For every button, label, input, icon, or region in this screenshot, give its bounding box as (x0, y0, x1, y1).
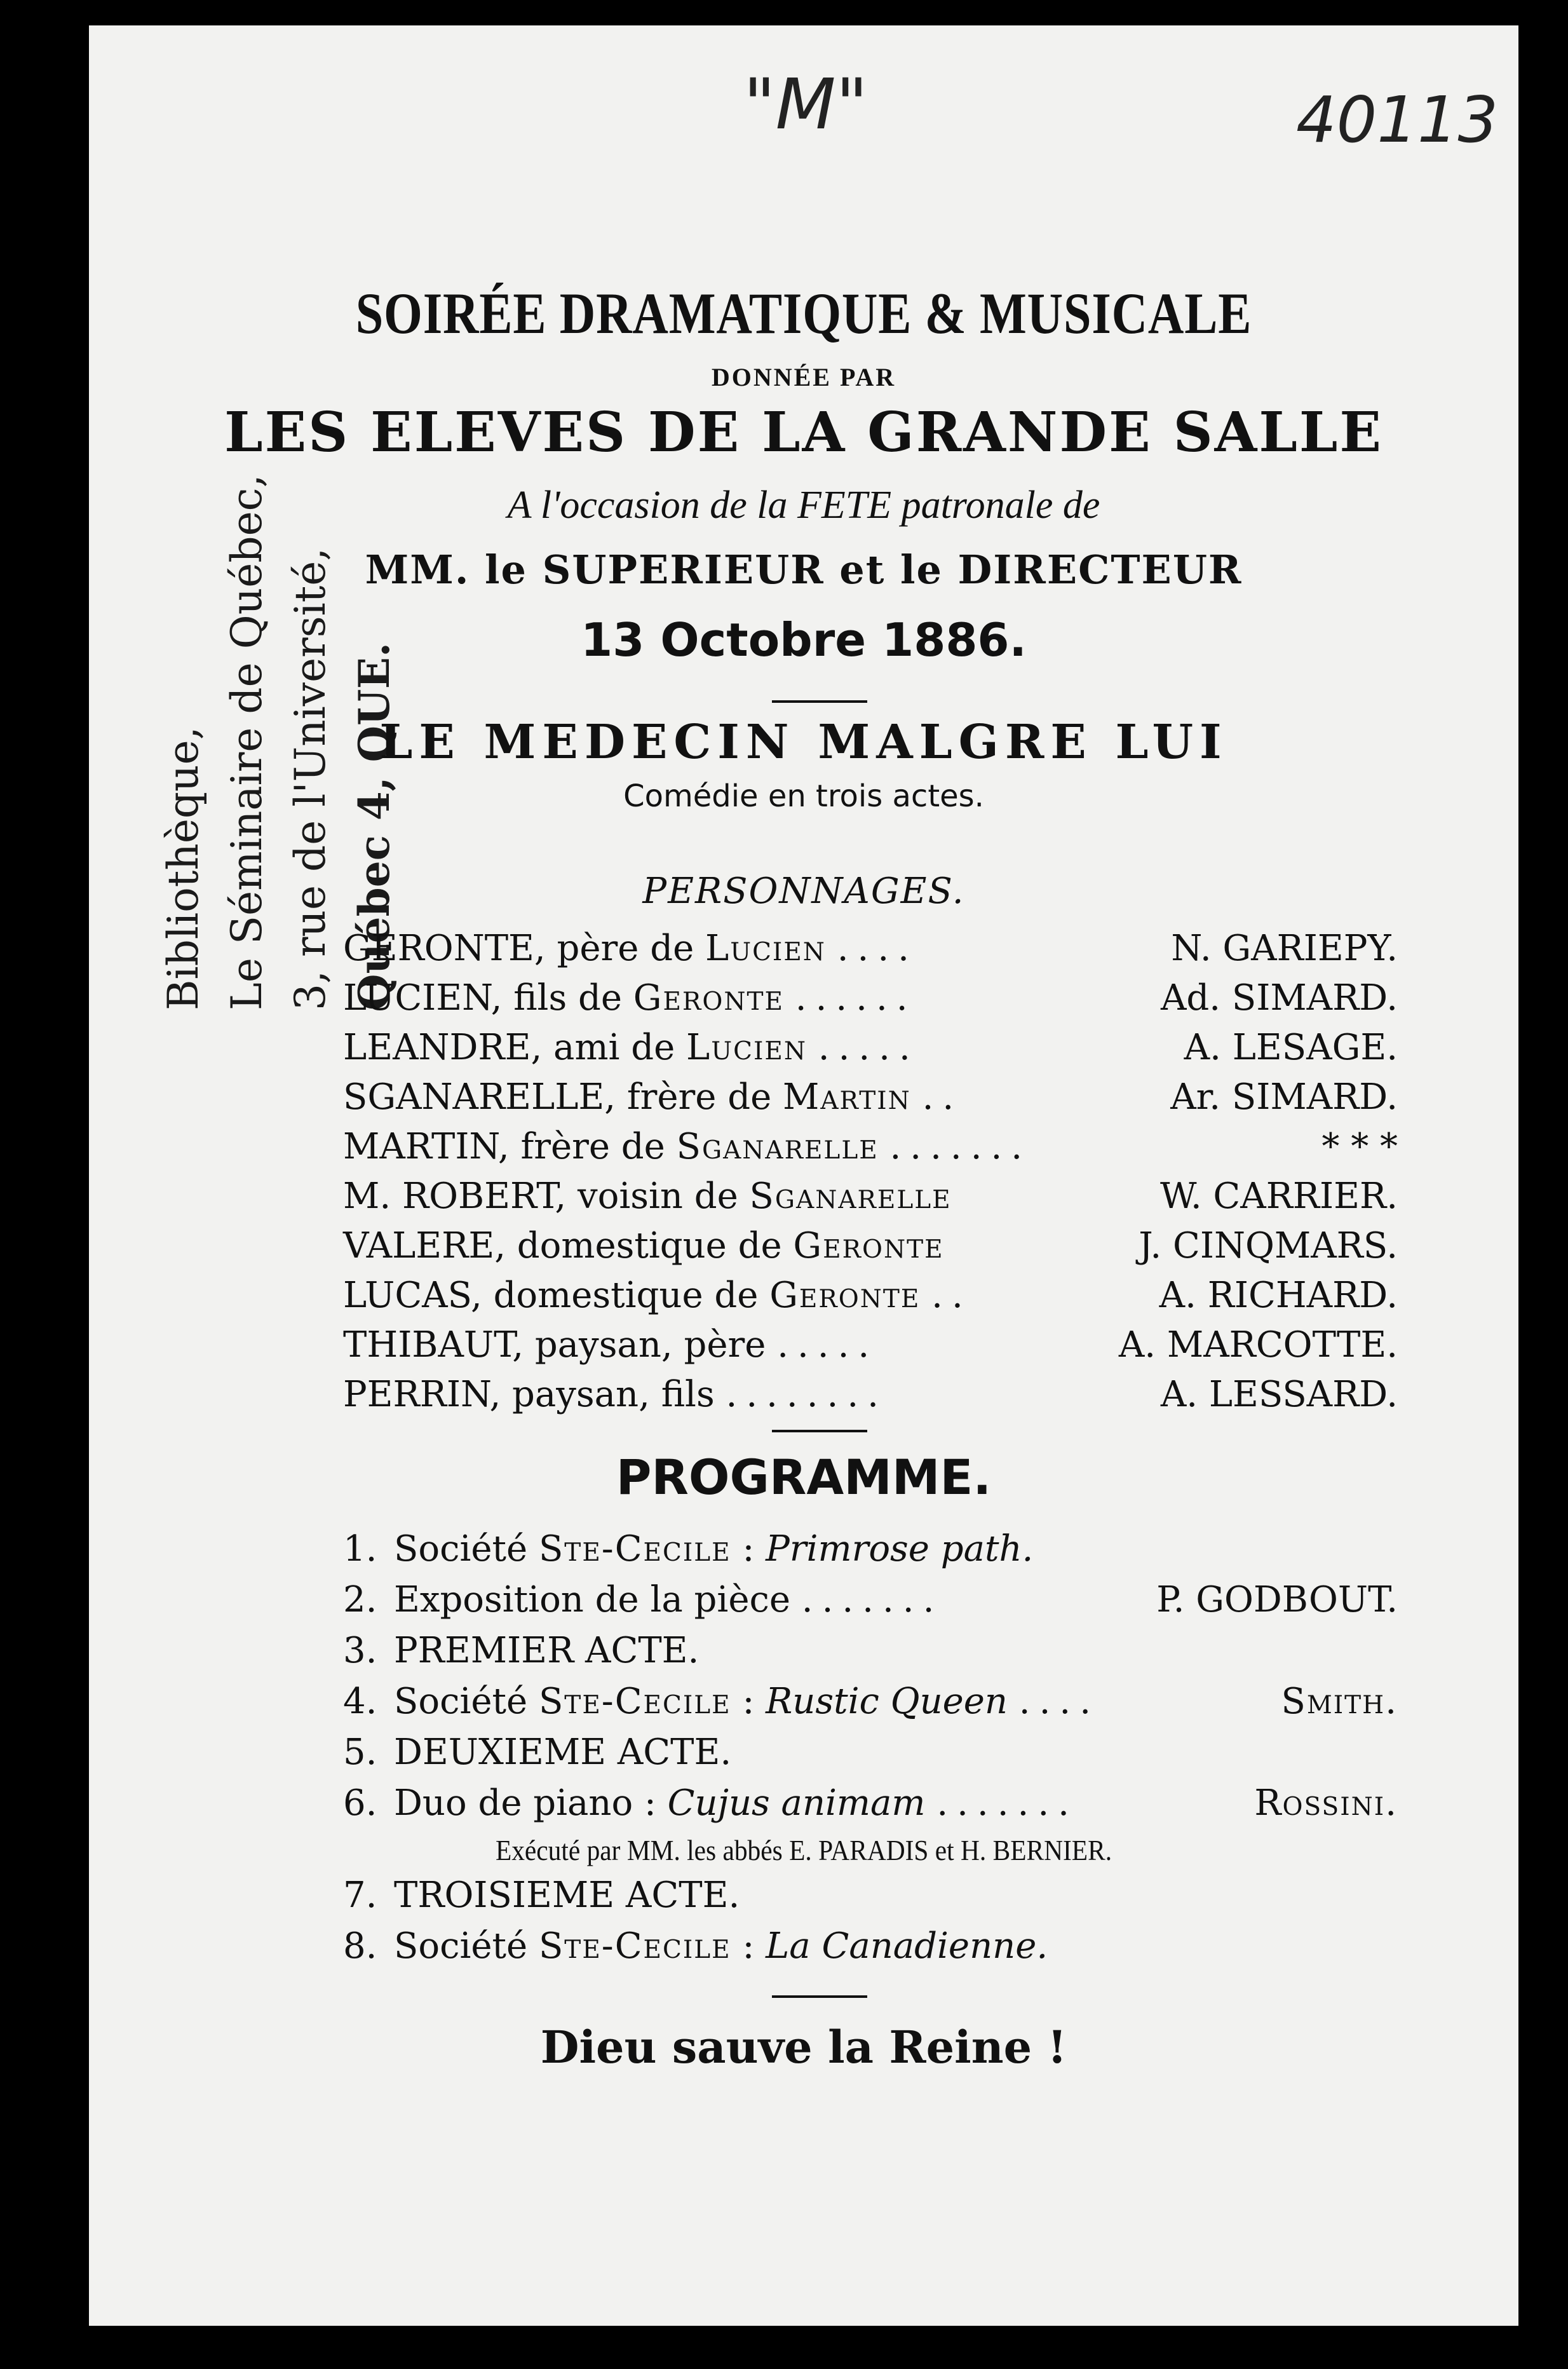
role-relation: Sganarelle (749, 1176, 952, 1217)
item-right: Rossini. (1254, 1782, 1398, 1824)
item-right: P. GODBOUT. (1156, 1579, 1398, 1620)
cast-row (343, 928, 1398, 979)
cast-row (343, 1126, 1398, 1177)
item-text: Société (394, 1528, 539, 1570)
role-description: , fils de (490, 977, 633, 1019)
divider (772, 1995, 867, 1998)
stamp-line-4: Québec 4, QUE. (349, 642, 399, 1010)
programme-item (343, 1579, 1398, 1620)
role-relation: Martin (783, 1076, 911, 1118)
honorees-line: MM. le SUPERIEUR et le DIRECTEUR (365, 546, 1243, 593)
role-name: SGANARELLE (343, 1076, 605, 1118)
role-description: , frère de (497, 1126, 677, 1167)
divider (772, 1430, 867, 1432)
role-name: M. ROBERT (343, 1176, 555, 1217)
handwritten-mark: "M" (743, 64, 868, 145)
item-italic: Rustic Queen (766, 1681, 1008, 1722)
role-relation: Lucien (686, 1027, 807, 1068)
programme-item (343, 1528, 1398, 1570)
stamp-line-2: Le Séminaire de Québec, (222, 474, 271, 1010)
item-number: 8. (343, 1925, 377, 1967)
leader-dots: .... (1018, 1681, 1100, 1722)
item-number: 1. (343, 1528, 377, 1570)
role-relation: Geronte (633, 977, 784, 1019)
item-italic: La Canadienne. (766, 1925, 1048, 1967)
role-name: GERONTE (343, 928, 534, 969)
leader-dots: ..... (818, 1027, 919, 1068)
role-relation: Lucien (705, 928, 826, 969)
item-text: DEUXIEME ACTE. (394, 1732, 732, 1773)
leader-dots: ...... (795, 977, 917, 1019)
item-number: 5. (343, 1732, 377, 1773)
item-italic: Primrose path. (766, 1528, 1034, 1570)
actor-name: A. MARCOTTE. (1118, 1324, 1398, 1366)
cast-row (343, 1225, 1398, 1276)
cast-row (343, 977, 1398, 1028)
actor-name: * * * (1321, 1126, 1398, 1167)
role-description: , ami de (531, 1027, 687, 1068)
role-relation: Sganarelle (676, 1126, 879, 1167)
item-number: 7. (343, 1875, 377, 1916)
closing-line: Dieu sauve la Reine ! (540, 2021, 1067, 2074)
cast-heading: PERSONNAGES. (642, 871, 965, 912)
leader-dots: .. (922, 1076, 963, 1118)
item-number: 2. (343, 1579, 377, 1620)
item-right: Smith. (1281, 1681, 1398, 1722)
role-name: LUCAS (343, 1275, 471, 1316)
item-text: Société (394, 1925, 539, 1967)
stamp-line-1: Bibliothèque, (159, 726, 208, 1010)
item-italic: Cujus animam (667, 1782, 926, 1824)
leader-dots: ....... (936, 1782, 1078, 1824)
actor-name: Ar. SIMARD. (1170, 1076, 1398, 1118)
actor-name: Ad. SIMARD. (1160, 977, 1398, 1019)
role-name: THIBAUT (343, 1324, 513, 1366)
programme-item (343, 1875, 1398, 1916)
cast-row (343, 1027, 1398, 1078)
programme-heading: PROGRAMME. (616, 1449, 992, 1505)
actor-name: A. RICHARD. (1159, 1275, 1398, 1316)
leader-dots: .. (931, 1275, 972, 1316)
programme-item (343, 1630, 1398, 1671)
item-smallcaps: Ste-Cecile (538, 1528, 731, 1570)
item-text: Société (394, 1681, 539, 1722)
actor-name: N. GARIEPY. (1171, 928, 1398, 969)
performers-note: Exécuté par MM. les abbés E. PARADIS et H. BERNIER. (495, 1834, 1112, 1866)
role-name: MARTIN (343, 1126, 498, 1167)
item-separator: : (731, 1528, 766, 1570)
handwritten-number: 40113 (1296, 83, 1499, 157)
item-number: 3. (343, 1630, 377, 1671)
programme-item (343, 1732, 1398, 1773)
item-separator: : (731, 1681, 766, 1722)
occasion-line: A l'occasion de la FETE patronale de (507, 484, 1100, 527)
role-description: , paysan, père (512, 1324, 778, 1366)
role-description: , domestique de (494, 1225, 794, 1266)
role-name: PERRIN (343, 1374, 490, 1415)
item-number: 4. (343, 1681, 377, 1722)
actor-name: A. LESAGE. (1184, 1027, 1398, 1068)
actor-name: W. CARRIER. (1160, 1176, 1398, 1217)
cast-row (343, 1324, 1398, 1375)
given-by: DONNÉE PAR (711, 363, 896, 391)
role-description: , père de (534, 928, 706, 969)
stamp-line-3: 3, rue de l'Université, (286, 547, 335, 1010)
actor-name: A. LESSARD. (1160, 1374, 1398, 1415)
item-text: TROISIEME ACTE. (394, 1875, 740, 1916)
role-name: VALERE (343, 1225, 495, 1266)
role-description: , domestique de (470, 1275, 770, 1316)
role-description: , voisin de (555, 1176, 750, 1217)
role-relation: Geronte (769, 1275, 921, 1316)
role-description: , frère de (604, 1076, 783, 1118)
item-text: Exposition de la pièce (394, 1579, 802, 1620)
role-name: LEANDRE (343, 1027, 531, 1068)
leader-dots: ....... (801, 1579, 943, 1620)
cast-row (343, 1076, 1398, 1127)
cast-row (343, 1176, 1398, 1226)
actor-name: J. CINQMARS. (1139, 1225, 1398, 1266)
role-description: , paysan, fils (489, 1374, 726, 1415)
students-line: LES ELEVES DE LA GRANDE SALLE (224, 400, 1383, 465)
item-number: 6. (343, 1782, 377, 1824)
event-title: SOIRÉE DRAMATIQUE & MUSICALE (355, 281, 1252, 346)
cast-row (343, 1374, 1398, 1425)
event-date: 13 Octobre 1886. (581, 613, 1027, 667)
leader-dots: ........ (726, 1374, 888, 1415)
programme-item (343, 1782, 1398, 1824)
playbill-sheet (89, 25, 1518, 2326)
item-smallcaps: Ste-Cecile (538, 1925, 731, 1967)
programme-item (343, 1681, 1398, 1722)
leader-dots: ..... (777, 1324, 879, 1366)
divider (772, 700, 867, 703)
programme-item (343, 1925, 1398, 1967)
item-text: Duo de piano : (394, 1782, 668, 1824)
play-subtitle: Comédie en trois actes. (623, 778, 984, 814)
item-separator: : (731, 1925, 766, 1967)
leader-dots: ....... (889, 1126, 1032, 1167)
play-title: LE MEDECIN MALGRE LUI (379, 715, 1228, 770)
role-relation: Geronte (793, 1225, 944, 1266)
item-smallcaps: Ste-Cecile (538, 1681, 731, 1722)
item-text: PREMIER ACTE. (394, 1630, 700, 1671)
role-name: LUCIEN (343, 977, 491, 1019)
leader-dots: .... (837, 928, 918, 969)
cast-row (343, 1275, 1398, 1326)
